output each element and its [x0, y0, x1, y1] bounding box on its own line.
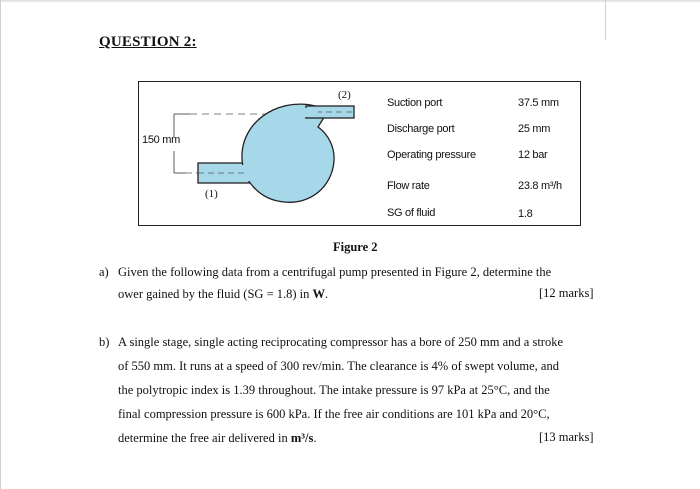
part-a-unit: W: [312, 287, 326, 301]
part-a-line-1: Given the following data from a centrifugal pump presented in Figure 2, determine the: [118, 265, 552, 279]
sg-fluid-value: 1.8: [518, 208, 533, 220]
part-b-line-4: final compression pressure is 600 kPa. If the free air conditions are 101 kPa and 20°C,: [118, 407, 550, 421]
outlet-joint: [304, 108, 318, 117]
part-a-line-2-end: .: [325, 287, 329, 301]
sg-fluid-label: SG of fluid: [387, 207, 436, 219]
pump-diagram: [138, 81, 388, 226]
discharge-port-value: 25 mm: [518, 123, 551, 135]
part-b-marks: [13 marks]: [539, 430, 594, 444]
top-edge-shadow: [0, 0, 700, 3]
part-b-line-5-end: .: [313, 431, 317, 445]
part-a-marker: a): [99, 265, 109, 279]
part-b-line-1: A single stage, single acting reciprocating compressor has a bore of 250 mm and a stroke: [118, 335, 564, 349]
part-b-unit: m³/s: [290, 431, 314, 445]
part-b-line-3: the polytropic index is 1.39 throughout. The intake pressure is 97 kPa at 25°C, and the: [118, 383, 550, 397]
part-b-line-5: [118, 428, 316, 448]
discharge-port-label: Discharge port: [387, 123, 455, 135]
flow-rate-label: Flow rate: [387, 180, 430, 192]
part-a-marks: [12 marks]: [539, 286, 594, 300]
right-edge-line: [605, 0, 606, 40]
figure-caption: Figure 2: [333, 240, 378, 254]
left-edge-line: [0, 0, 1, 489]
inlet-port-label: (1): [205, 188, 218, 200]
dimension-label: 150 mm: [142, 134, 180, 146]
part-b-line-5-text: determine the free air delivered in: [118, 431, 291, 445]
suction-port-label: Suction port: [387, 97, 443, 109]
operating-pressure-value: 12 bar: [518, 149, 548, 161]
part-a-line-2: [118, 284, 328, 304]
outlet-port-label: (2): [338, 89, 351, 101]
pump-volute: [242, 104, 334, 202]
part-b-marker: b): [99, 335, 110, 349]
suction-port-value: 37.5 mm: [518, 97, 559, 109]
flow-rate-value: 23.8 m³/h: [518, 180, 562, 192]
part-b-line-2: of 550 mm. It runs at a speed of 300 rev/min. The clearance is 4% of swept volume, and: [118, 359, 559, 373]
operating-pressure-label: Operating pressure: [387, 149, 476, 161]
part-a-line-2-text: ower gained by the fluid (SG = 1.8) in: [118, 287, 313, 301]
question-title: QUESTION 2:: [99, 34, 197, 50]
